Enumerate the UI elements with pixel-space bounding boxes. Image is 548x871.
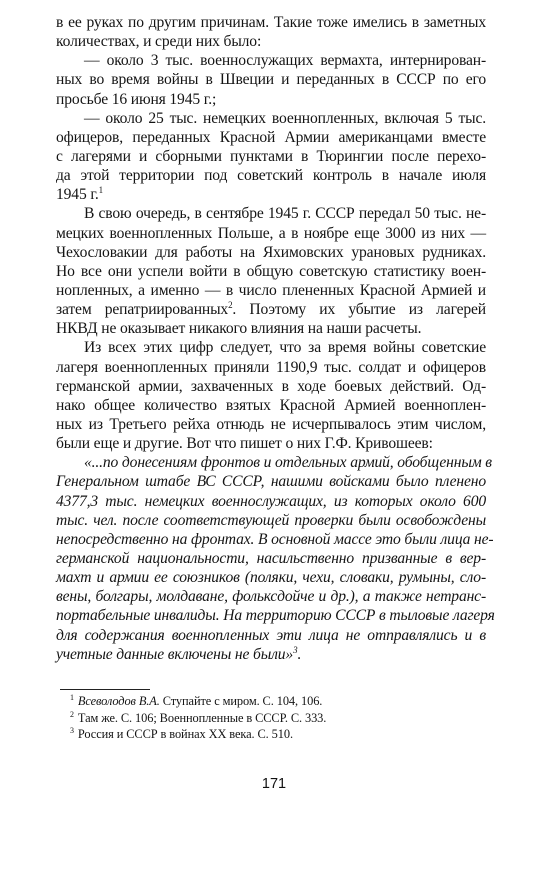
page-number: 171 bbox=[261, 776, 287, 792]
text-line-content: затем репатриированных bbox=[56, 301, 229, 319]
text-line-content: непосредственно на фронтах. В основной массе это были лица не- bbox=[56, 530, 494, 548]
text-line bbox=[56, 511, 486, 530]
footnote-text: Ступайте с миром. С. 104, 106. bbox=[159, 694, 323, 708]
text-line bbox=[56, 128, 486, 147]
text-line-content: учетные данные включены не были» bbox=[56, 645, 294, 663]
text-line-content: тыс. чел. после соответствующей проверки были освобождены bbox=[56, 511, 486, 529]
text-line bbox=[56, 32, 486, 51]
text-line-tail: . Поэтому их убытие из лагерей bbox=[232, 301, 486, 319]
footnote bbox=[70, 726, 490, 743]
text-line bbox=[56, 415, 486, 434]
text-line-content: Но все они успели войти в общую советскую статистику воен- bbox=[56, 262, 486, 280]
text-line-content: — около 25 тыс. немецких военнопленных, включая 5 тыс. bbox=[84, 109, 486, 127]
text-line-content: германской национальности, насильственно призванные в вер- bbox=[56, 549, 486, 567]
text-line-content: 1945 г. bbox=[56, 186, 99, 204]
text-line bbox=[56, 645, 486, 664]
text-line-content: германской армии, захваченных в ходе боевых действий. Од- bbox=[56, 377, 486, 395]
footnotes bbox=[70, 693, 490, 743]
text-line-content: просьбе 16 июня 1945 г.; bbox=[56, 90, 217, 108]
text-line-content: махт и армии ее союзников (поляки, чехи, словаки, румыны, сло- bbox=[56, 569, 486, 587]
text-line bbox=[56, 204, 486, 223]
text-line-content: в ее руках по другим причинам. Такие тоже имелись в заметных bbox=[56, 14, 486, 31]
text-line bbox=[56, 338, 486, 357]
text-line-content: — около 3 тыс. военнослужащих вермахта, интернирован- bbox=[84, 52, 486, 70]
footnote bbox=[70, 693, 490, 710]
text-line-content: портабельные инвалиды. На территорию СССР в тыловые лагеря bbox=[56, 607, 495, 625]
text-line bbox=[56, 453, 492, 472]
text-line bbox=[56, 396, 486, 415]
text-line bbox=[56, 224, 486, 243]
footnote-ref: 3 bbox=[293, 644, 298, 655]
text-line-content: нопленных, а именно — в число плененных Красной Армией и bbox=[56, 281, 486, 299]
text-line bbox=[56, 147, 486, 166]
text-line-content: были еще и другие. Вот что пишет о них Г.Ф. Кривошеев: bbox=[56, 435, 433, 453]
footnote-number: 2 bbox=[70, 709, 74, 719]
text-line-content: мецких военнопленных Польше, а в ноябре еще 3000 из них — bbox=[56, 224, 486, 242]
text-line-content: Из всех этих цифр следует, что за время войны советские bbox=[84, 339, 486, 357]
text-line bbox=[56, 166, 486, 185]
text-line-content: да этой территории под советский контроль в начале июля bbox=[56, 167, 486, 185]
text-line bbox=[56, 185, 486, 204]
text-line-content: количествах, и среди них было: bbox=[56, 33, 262, 51]
footnote-author: Всеволодов В.А. bbox=[77, 694, 160, 708]
text-line bbox=[56, 472, 486, 491]
footnote-number: 1 bbox=[70, 693, 74, 702]
footnote-separator bbox=[60, 689, 150, 690]
text-line-content: Генеральном штабе ВС СССР, нашими войсками было пленено bbox=[56, 473, 486, 491]
footnote bbox=[70, 710, 490, 727]
text-line bbox=[56, 492, 486, 511]
footnote-text: Там же. С. 106; Военнопленные в СССР. С. 333. bbox=[77, 710, 327, 725]
text-line bbox=[56, 109, 486, 128]
text-line bbox=[56, 587, 486, 606]
footnote-text: Россия и СССР в войнах XX века. С. 510. bbox=[77, 727, 293, 741]
text-line bbox=[56, 300, 486, 319]
text-line-content: нако общее количество взятых Красной Армией военноплен- bbox=[56, 396, 486, 414]
footnote-ref: 2 bbox=[228, 300, 233, 311]
text-line bbox=[56, 90, 486, 109]
text-line-content: с лагерями и сборными пунктами в Тюрингии после перехо- bbox=[56, 147, 486, 165]
body-text bbox=[56, 13, 495, 664]
footnote-ref: 1 bbox=[98, 185, 103, 196]
text-line-tail: . bbox=[297, 645, 302, 663]
text-line-content: «...по донесениям фронтов и отдельных армий, обобщенным в bbox=[84, 454, 492, 472]
text-line bbox=[56, 13, 486, 32]
footnote-number: 3 bbox=[70, 726, 74, 735]
text-line bbox=[56, 530, 494, 549]
text-line bbox=[56, 319, 486, 338]
text-line bbox=[56, 70, 486, 89]
text-line-content: ных из Третьего рейха отнюдь не исчерпывалось этим числом, bbox=[56, 415, 486, 433]
text-line bbox=[56, 281, 486, 300]
text-line bbox=[56, 549, 486, 568]
text-line bbox=[56, 262, 486, 281]
text-line bbox=[56, 358, 486, 377]
text-line bbox=[56, 51, 486, 70]
text-line bbox=[56, 626, 486, 645]
text-line-content: 4377,3 тыс. немецких военнослужащих, из которых около 600 bbox=[56, 492, 486, 510]
text-line-content: вены, болгары, молдаване, фольксдойче и др.), а также нетранс- bbox=[56, 588, 486, 606]
text-line-content: ных во время войны в Швеции и переданных в СССР по его bbox=[56, 71, 486, 89]
text-line-content: офицеров, переданных Красной Армии американцами вместе bbox=[56, 128, 486, 146]
text-line bbox=[56, 243, 486, 262]
text-line-content: для содержания военнопленных эти лица не отправлялись и в bbox=[56, 626, 486, 644]
text-line-content: лагеря военнопленных приняли 1190,9 тыс. солдат и офицеров bbox=[56, 358, 486, 376]
text-line bbox=[56, 568, 486, 587]
text-line-content: Чехословакии для работы на Яхимовских урановых рудниках. bbox=[56, 243, 486, 261]
text-line-content: В свою очередь, в сентябре 1945 г. СССР передал 50 тыс. не- bbox=[84, 205, 486, 223]
text-line bbox=[56, 377, 486, 396]
text-line bbox=[56, 434, 486, 453]
text-line-content: НКВД не оказывает никакого влияния на наши расчеты. bbox=[56, 320, 422, 338]
text-line bbox=[56, 606, 495, 625]
